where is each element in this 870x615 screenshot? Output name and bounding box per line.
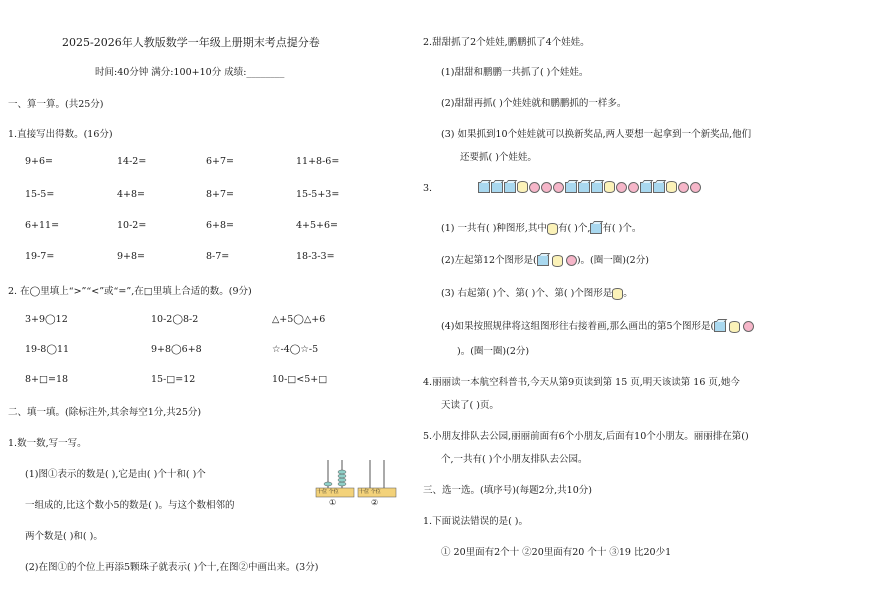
calc-item: 15-5=: [25, 189, 55, 200]
section-1-heading: 一、算一算。(共25分): [8, 99, 104, 110]
question-1-2: 2. 在◯里填上“>”“<”或“=”,在□里填上合适的数。(9分): [8, 286, 252, 297]
shape-sequence: [478, 181, 702, 193]
question-2-3-part1: [441, 220, 641, 235]
abacus-figure-2: [354, 458, 398, 511]
ball-icon: [628, 182, 639, 193]
question-2-2-part3-line1: (3) 如果抓到10个娃娃就可以换新奖品,两人要想一起拿到一个新奖品,他们: [441, 129, 752, 140]
question-2-1: 1.数一数,写一写。: [8, 438, 87, 449]
ball-icon: [678, 182, 689, 193]
question-2-3-part3: [441, 285, 633, 300]
ball-icon: [541, 182, 552, 193]
compare-item: 9+8◯6+8: [151, 344, 202, 355]
calc-item: 10-2=: [117, 220, 147, 231]
q3-part3-suffix: 。: [623, 288, 633, 299]
question-2-5-line2: 个,一共有( )个小朋友排队去公园。: [441, 454, 588, 465]
cylinder-icon: [604, 181, 615, 193]
section-2-heading: 二、填一填。(除标注外,其余每空1分,共25分): [8, 407, 202, 418]
abacus-2-number: ②: [371, 498, 379, 507]
question-2-2-part1: (1)甜甜和鹏鹏一共抓了( )个娃娃。: [441, 67, 589, 78]
cylinder-icon: [552, 255, 563, 267]
q3-part1-prefix: (1) 一共有( )种图形,其中: [441, 223, 547, 234]
abacus-figure-1: [312, 458, 356, 511]
question-3-1-options: ① 20里面有2个十 ②20里面有20 个十 ③19 比20少1: [441, 547, 672, 558]
compare-item: 15-□=12: [151, 374, 196, 385]
cylinder-icon: [517, 181, 528, 193]
question-2-2-part2: (2)甜甜再抓( )个娃娃就和鹏鹏抓的一样多。: [441, 98, 627, 109]
compare-item: 8+□=18: [25, 374, 69, 385]
ball-icon: [743, 321, 754, 332]
calc-item: 8+7=: [206, 189, 235, 200]
ball-icon: [566, 255, 577, 266]
question-2-3-part2: [441, 252, 649, 267]
question-2-4-line1: 4.丽丽读一本航空科普书,今天从第9页读到第 15 页,明天该读第 16 页,她今: [423, 377, 740, 388]
calc-item: 4+5+6=: [296, 220, 339, 231]
compare-item: △+5◯△+6: [272, 314, 326, 325]
cube-icon: [578, 182, 590, 193]
cube-icon: [504, 182, 516, 193]
calc-item: 4+8=: [117, 189, 146, 200]
question-2-1-part1-line3: 两个数是( )和( )。: [25, 531, 103, 542]
calc-item: 9+8=: [117, 251, 146, 262]
compare-item: 10-□<5+□: [272, 374, 328, 385]
cylinder-icon: [612, 288, 623, 300]
compare-item: 10-2◯8-2: [151, 314, 199, 325]
calc-item: 6+7=: [206, 156, 235, 167]
question-3-1: 1.下面说法错误的是( )。: [423, 516, 528, 527]
question-2-1-part1-line2: 一组成的,比这个数小5的数是( )。与这个数相邻的: [25, 500, 235, 511]
question-2-3-part4-line2: )。(圈一圈)(2分): [457, 346, 530, 357]
question-2-2: 2.甜甜抓了2个娃娃,鹏鹏抓了4个娃娃。: [423, 37, 590, 48]
abacus-2-place-labels: 十位 个位: [359, 489, 381, 495]
section-3-heading: 三、选一选。(填序号)(每题2分,共10分): [423, 485, 592, 496]
q3-part2-prefix: (2)左起第12个图形是(: [441, 255, 537, 266]
calc-item: 19-7=: [25, 251, 55, 262]
cylinder-icon: [729, 321, 740, 333]
cube-icon: [565, 182, 577, 193]
question-2-3-part4-line1: [441, 318, 754, 333]
ball-icon: [616, 182, 627, 193]
q3-part2-suffix: )。(圈一圈)(2分): [576, 255, 649, 266]
cube-icon: [590, 223, 602, 234]
ball-icon: [553, 182, 564, 193]
calc-item: 11+8-6=: [296, 156, 340, 167]
cube-icon: [653, 182, 665, 193]
calc-item: 6+8=: [206, 220, 235, 231]
calc-item: 6+11=: [25, 220, 60, 231]
calc-item: 18-3-3=: [296, 251, 335, 262]
page-title: 2025-2026年人教版数学一年级上册期末考点提分卷: [62, 36, 320, 49]
calc-item: 14-2=: [117, 156, 147, 167]
cube-icon: [714, 321, 726, 332]
abacus-1-number: ①: [329, 498, 337, 507]
compare-item: 3+9◯12: [25, 314, 68, 325]
cube-icon: [591, 182, 603, 193]
q3-part1-middle: 有( )个,: [557, 223, 591, 234]
cube-icon: [537, 255, 549, 266]
q3-part4-text: (4)如果按照规律将这组图形往右接着画,那么画出的第5个图形是(: [441, 321, 715, 332]
question-1-1: 1.直接写出得数。(16分): [8, 129, 113, 140]
cube-icon: [640, 182, 652, 193]
cube-icon: [478, 182, 490, 193]
question-2-2-part3-line2: 还要抓( )个娃娃。: [460, 152, 537, 163]
cube-icon: [491, 182, 503, 193]
compare-item: 19-8◯11: [25, 344, 70, 355]
question-2-1-part1-line1: (1)图①表示的数是( ),它是由( )个十和( )个: [25, 469, 206, 480]
q3-part1-suffix: 有( )个。: [602, 223, 642, 234]
abacus-1-place-labels: 十位 个位: [317, 489, 339, 495]
calc-item: 15-5+3=: [296, 189, 340, 200]
cylinder-icon: [666, 181, 677, 193]
question-2-5-line1: 5.小朋友排队去公园,丽丽前面有6个小朋友,后面有10个小朋友。丽丽排在第(): [423, 431, 749, 442]
question-2-3-number: 3.: [423, 183, 433, 194]
cylinder-icon: [547, 223, 558, 235]
ball-icon: [690, 182, 701, 193]
calc-item: 8-7=: [206, 251, 230, 262]
question-2-1-part2: (2)在图①的个位上再添5颗珠子就表示( )个十,在图②中画出来。(3分): [25, 562, 319, 573]
exam-meta: 时间:40分钟 满分:100+10分 成绩:________: [95, 67, 285, 78]
compare-item: ☆-4◯☆-5: [272, 344, 319, 355]
calc-item: 9+6=: [25, 156, 54, 167]
question-2-4-line2: 天读了( )页。: [441, 400, 499, 411]
ball-icon: [529, 182, 540, 193]
q3-part3-text: (3) 右起第( )个、第( )个、第( )个图形是: [441, 288, 613, 299]
